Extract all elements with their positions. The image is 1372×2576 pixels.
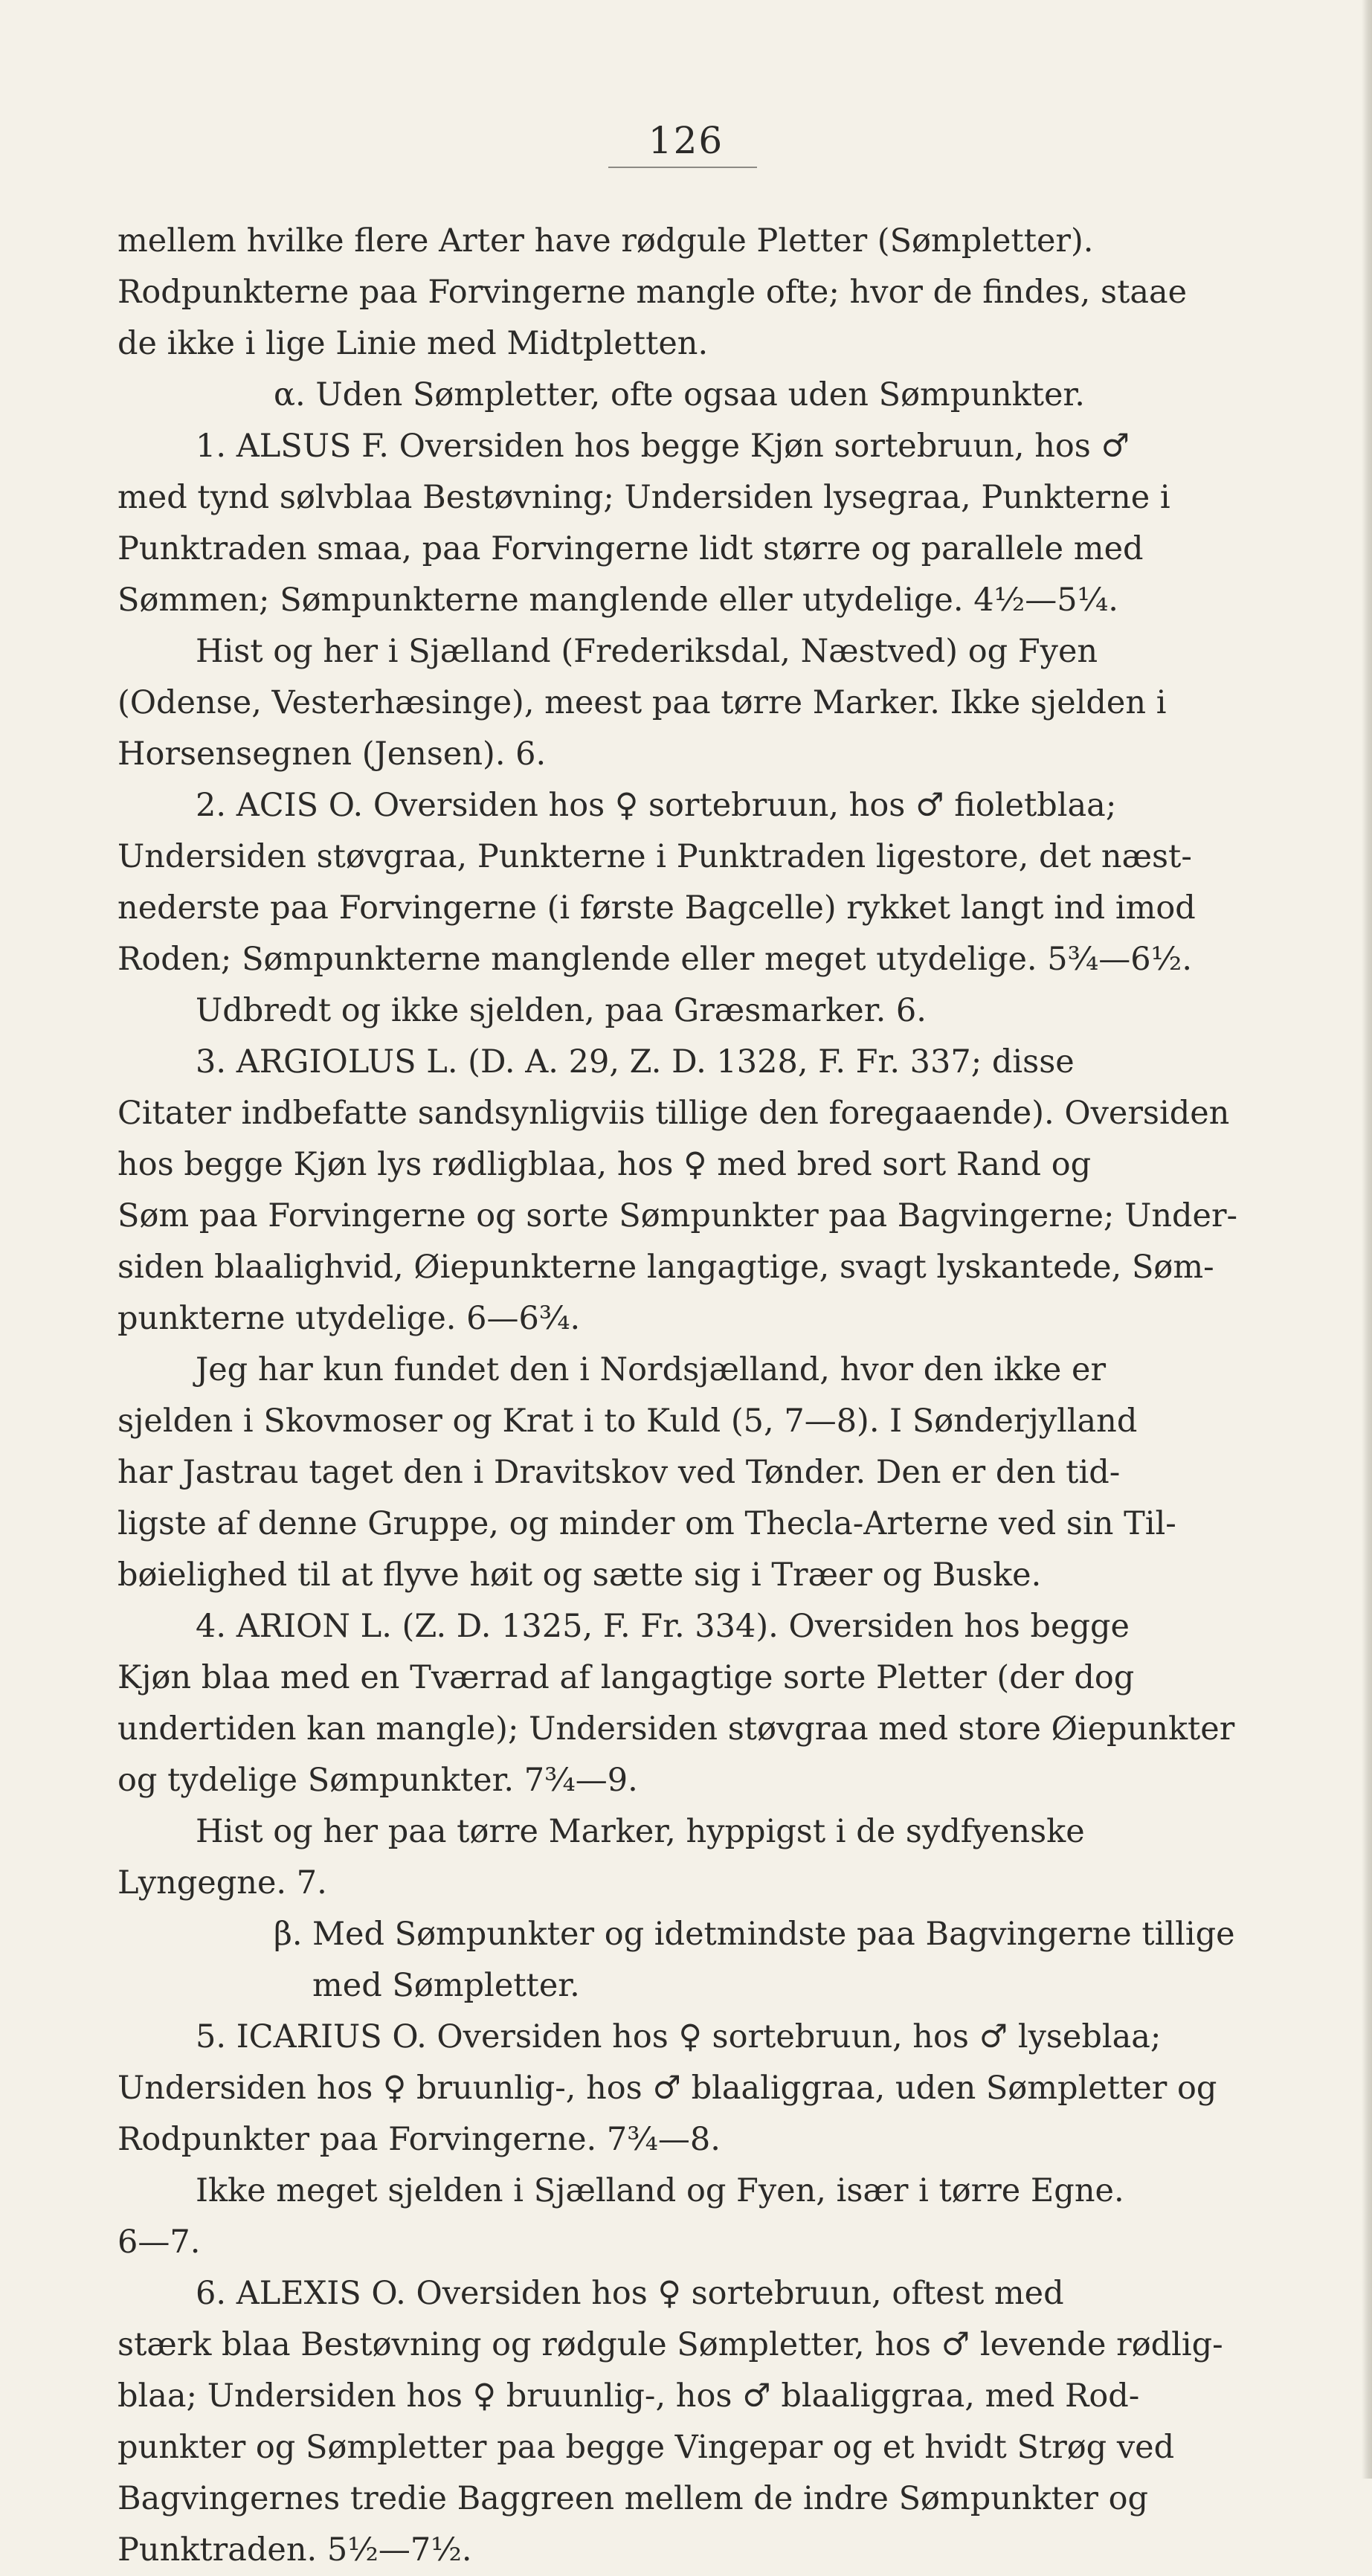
- text-line: [117, 780, 1255, 831]
- text-line-content: og tydelige Sømpunkter. 7¾—9.: [117, 1762, 638, 1799]
- text-line-content: med tynd sølvblaa Bestøvning; Undersiden lysegraa, Punkterne i: [117, 479, 1170, 516]
- text-line: [117, 1704, 1255, 1755]
- text-line-content: Citater indbefatte sandsynligviis tillige den foregaaende). Oversiden: [117, 1095, 1230, 1132]
- header-rule: [608, 167, 757, 168]
- text-line: [117, 934, 1255, 985]
- text-line: [117, 1858, 1255, 1909]
- page-edge-shadow: [1362, 0, 1372, 2479]
- text-line-content: siden blaalighvid, Øiepunkterne langagtige, svagt lyskantede, Søm-: [117, 1249, 1214, 1286]
- text-line: [117, 1396, 1255, 1447]
- text-line: [117, 267, 1255, 318]
- text-line: [117, 883, 1255, 934]
- text-line: [117, 1652, 1255, 1704]
- text-line: [117, 1601, 1255, 1652]
- text-line-content: 6. ALEXIS O. Oversiden hos ♀ sortebruun, oftest med: [196, 2275, 1064, 2312]
- text-line-content: (Odense, Vesterhæsinge), meest paa tørre Marker. Ikke sjelden i: [117, 684, 1167, 721]
- text-line-content: 1. ALSUS F. Oversiden hos begge Kjøn sortebruun, hos ♂: [196, 428, 1130, 465]
- text-line-content: Sømmen; Sømpunkterne manglende eller utydelige. 4½—5¼.: [117, 582, 1118, 619]
- text-line-content: Rodpunkter paa Forvingerne. 7¾—8.: [117, 2121, 721, 2158]
- text-line: [117, 370, 1255, 421]
- text-line-content: Rodpunkterne paa Forvingerne mangle ofte; hvor de findes, staae: [117, 274, 1188, 311]
- text-line: [117, 318, 1255, 370]
- text-line: [117, 472, 1255, 524]
- text-line: [117, 1447, 1255, 1498]
- text-line: [117, 2473, 1255, 2525]
- text-line: [117, 1191, 1255, 1242]
- text-line-content: sjelden i Skovmoser og Krat i to Kuld (5, 7—8). I Sønderjylland: [117, 1403, 1138, 1440]
- text-line: [117, 2422, 1255, 2473]
- text-line-content: bøielighed til at flyve høit og sætte sig i Træer og Buske.: [117, 1556, 1042, 1594]
- text-line-content: Jeg har kun fundet den i Nordsjælland, hvor den ikke er: [196, 1351, 1107, 1388]
- text-line: [117, 2217, 1255, 2268]
- text-line: [117, 729, 1255, 780]
- text-line: [117, 1139, 1255, 1191]
- text-line: [117, 2114, 1255, 2166]
- text-line-content: Søm paa Forvingerne og sorte Sømpunkter paa Bagvingerne; Under-: [117, 1197, 1238, 1234]
- text-line: [117, 1345, 1255, 1396]
- text-line-content: Horsensegnen (Jensen). 6.: [117, 735, 547, 773]
- text-line: [117, 2063, 1255, 2114]
- text-line: [117, 1498, 1255, 1550]
- text-line: [117, 575, 1255, 626]
- text-line-content: 2. ACIS O. Oversiden hos ♀ sortebruun, hos ♂ fioletblaa;: [196, 787, 1117, 824]
- text-line-content: ligste af denne Gruppe, og minder om Thecla-Arterne ved sin Til-: [117, 1505, 1176, 1542]
- section-beta: [117, 1909, 1255, 2012]
- text-line-content: de ikke i lige Linie med Midtpletten.: [117, 325, 709, 362]
- text-line: [117, 2268, 1255, 2319]
- text-line-content: Undersiden støvgraa, Punkterne i Punktraden ligestore, det næst-: [117, 838, 1192, 875]
- text-line: [117, 2319, 1255, 2371]
- body-text: [117, 216, 1255, 2576]
- text-line: [117, 1806, 1255, 1858]
- text-line-content: Kjøn blaa med en Tværrad af langagtige sorte Pletter (der dog: [117, 1659, 1135, 1696]
- text-line-content: mellem hvilke flere Arter have rødgule Pletter (Sømpletter).: [117, 222, 1094, 260]
- text-line-content: 5. ICARIUS O. Oversiden hos ♀ sortebruun, hos ♂ lyseblaa;: [196, 2018, 1162, 2055]
- text-line: [117, 216, 1255, 267]
- text-line: [117, 985, 1255, 1037]
- text-line: [117, 421, 1255, 472]
- text-line-content: Punktraden smaa, paa Forvingerne lidt større og parallele med: [117, 530, 1144, 567]
- section-beta-text: Med Sømpunkter og idetmindste paa Bagvingerne tillige med Sømpletter.: [312, 1916, 1235, 2004]
- text-line-content: Roden; Sømpunkterne manglende eller meget utydelige. 5¾—6½.: [117, 941, 1192, 978]
- text-line-content: Lyngegne. 7.: [117, 1864, 327, 1902]
- text-line-content: Undersiden hos ♀ bruunlig-, hos ♂ blaaliggraa, uden Sømpletter og: [117, 2070, 1217, 2107]
- text-line-content: Udbredt og ikke sjelden, paa Græsmarker. 6.: [196, 992, 927, 1029]
- text-line-content: Punktraden. 5½—7½.: [117, 2531, 472, 2569]
- text-line: [117, 831, 1255, 883]
- text-line-content: undertiden kan mangle); Undersiden støvgraa med store Øiepunkter: [117, 1710, 1235, 1748]
- text-line-content: punkterne utydelige. 6—6¾.: [117, 1300, 581, 1337]
- text-line-content: blaa; Undersiden hos ♀ bruunlig-, hos ♂ blaaliggraa, med Rod-: [117, 2377, 1140, 2415]
- text-line: [117, 2012, 1255, 2063]
- text-line-content: stærk blaa Bestøvning og rødgule Sømpletter, hos ♂ levende rødlig-: [117, 2326, 1223, 2363]
- text-line-content: punkter og Sømpletter paa begge Vingepar og et hvidt Strøg ved: [117, 2429, 1175, 2466]
- text-line: [117, 2166, 1255, 2217]
- text-line-content: Hist og her i Sjælland (Frederiksdal, Næstved) og Fyen: [196, 633, 1098, 670]
- text-line-content: Ikke meget sjelden i Sjælland og Fyen, især i tørre Egne.: [196, 2172, 1124, 2209]
- text-line: [117, 1037, 1255, 1088]
- text-line: [117, 626, 1255, 677]
- section-beta-mark: β.: [274, 1916, 303, 1953]
- text-line-content: 3. ARGIOLUS L. (D. A. 29, Z. D. 1328, F. Fr. 337; disse: [196, 1043, 1075, 1081]
- text-line-content: hos begge Kjøn lys rødligblaa, hos ♀ med bred sort Rand og: [117, 1146, 1092, 1183]
- text-line: [117, 1088, 1255, 1139]
- text-line: [117, 1242, 1255, 1293]
- text-line-content: Hist og her paa tørre Marker, hyppigst i de sydfyenske: [196, 1813, 1085, 1850]
- page-number: 126: [648, 119, 724, 162]
- text-line: [117, 1550, 1255, 1601]
- text-line: [117, 524, 1255, 575]
- text-line-content: α. Uden Sømpletter, ofte ogsaa uden Sømpunkter.: [274, 376, 1085, 413]
- text-line-content: 6—7.: [117, 2224, 201, 2261]
- text-line-content: nederste paa Forvingerne (i første Bagcelle) rykket langt ind imod: [117, 889, 1196, 927]
- text-line: [117, 677, 1255, 729]
- text-line-content: har Jastrau taget den i Dravitskov ved Tønder. Den er den tid-: [117, 1454, 1121, 1491]
- text-line: [117, 2525, 1255, 2576]
- text-line: [117, 1293, 1255, 1345]
- text-line: [117, 2371, 1255, 2422]
- text-line-content: 4. ARION L. (Z. D. 1325, F. Fr. 334). Oversiden hos begge: [196, 1608, 1130, 1645]
- text-line: [117, 1755, 1255, 1806]
- text-line-content: Bagvingernes tredie Baggreen mellem de indre Sømpunkter og: [117, 2480, 1149, 2517]
